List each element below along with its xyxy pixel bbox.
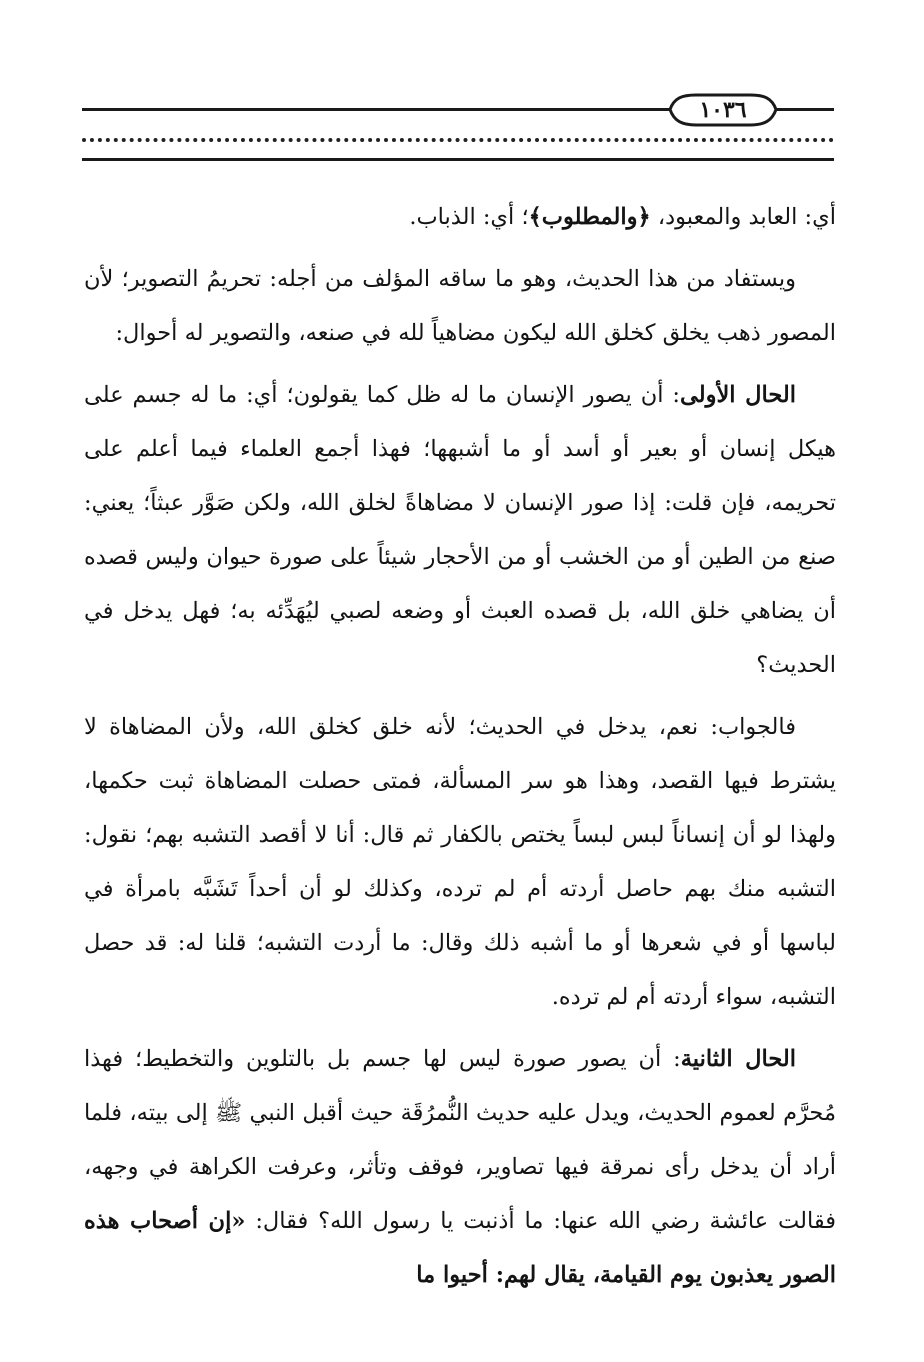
paragraph [84, 252, 836, 360]
text-segment: أي: العابد والمعبود، [650, 204, 836, 230]
header-rule-left [82, 108, 656, 111]
header-rule-bottom [82, 158, 834, 161]
header-rule-right [790, 108, 834, 111]
page-number: ١٠٣٦ [699, 97, 747, 123]
bold-text-segment: «إن أصحاب هذه الصور يعذبون يوم القيامة، يقال لهم: أحيوا ما [84, 1208, 836, 1288]
body-text [84, 190, 836, 1310]
quran-quote: ﴿والمطلوب﴾ [528, 204, 651, 230]
paragraph [84, 700, 836, 1024]
paragraph [84, 1032, 836, 1302]
text-segment: فالجواب: نعم، يدخل في الحديث؛ لأنه خلق كخلق الله، ولأن المضاهاة لا يشترط فيها القصد، وهذا هو سر المسألة، فمتى حصلت المضاهاة ثبت حكمها، ولهذا لو أن إنساناً لبس لبساً يختص بالكفار ثم قال: أنا لا أقصد التشبه بهم؛ نقول: التشبه منك بهم حاصل أردته أم لم ترده، وكذلك لو أن أحداً تَشَبَّه بامرأة في لباسها أو في شعرها أو ما أشبه ذلك وقال: ما أردت التشبه؛ قلنا له: قد حصل التشبه، سواء أردته أم لم ترده. [84, 714, 836, 1010]
page-number-badge [656, 92, 790, 128]
text-segment: : أن يصور صورة ليس لها جسم بل بالتلوين والتخطيط؛ فهذا مُحرَّم لعموم الحديث، ويدل عليه حديث النُّمرُقَة حيث أقبل النبي ﷺ إلى بيته، فلما أراد أن يدخل رأى نمرقة فيها تصاوير، فوقف وتأثر، وعرفت الكراهة في وجهه، فقالت عائشة رضي الله عنها: ما أذنبت يا رسول الله؟ فقال: [84, 1046, 836, 1234]
text-segment: ويستفاد من هذا الحديث، وهو ما ساقه المؤلف من أجله: تحريمُ التصوير؛ لأن المصور ذهب يخلق كخلق الله ليكون مضاهياً لله في صنعه، والتصوير له أحوال: [84, 266, 836, 346]
header-dotted-line [82, 138, 834, 146]
paragraph [84, 190, 836, 244]
bold-text-segment: الحال الثانية [680, 1046, 796, 1072]
paragraph [84, 368, 836, 692]
page-header [82, 86, 834, 166]
text-segment: ؛ أي: الذباب. [409, 204, 529, 230]
text-segment: : أن يصور الإنسان ما له ظل كما يقولون؛ أي: ما له جسم على هيكل إنسان أو بعير أو أسد أو ما أشبهها؛ فهذا أجمع العلماء فيما أعلم على تحريمه، فإن قلت: إذا صور الإنسان لا مضاهاةً لخلق الله، ولكن صَوَّر عبثاً؛ يعني: صنع من الطين أو من الخشب أو من الأحجار شيئاً على صورة حيوان وليس قصده أن يضاهي خلق الله، بل قصده العبث أو وضعه لصبي ليُهَدِّئه به؛ فهل يدخل في الحديث؟ [84, 382, 836, 678]
bold-text-segment: الحال الأولى [680, 382, 796, 408]
